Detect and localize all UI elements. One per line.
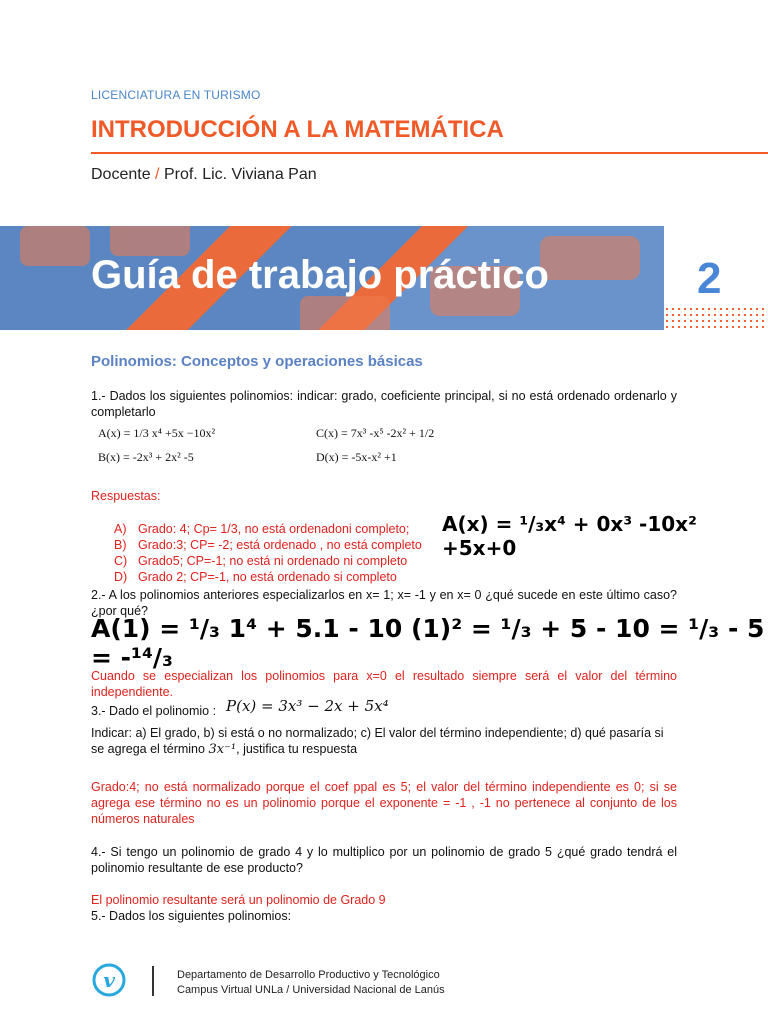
question-5: 5.- Dados los siguientes polinomios: [91, 909, 292, 923]
guide-number: 2 [697, 254, 722, 303]
unla-logo [91, 962, 127, 998]
polynomial-b: B(x) = -2x³ + 2x² -5 [98, 450, 194, 464]
question-3: Indicar: a) El grado, b) si está o no normalizado; c) El valor del término independiente; d) qué pasaría si se agrega el término 3x⁻¹, justifica tu respuesta [91, 726, 664, 757]
teacher-name: Prof. Lic. Viviana Pan [163, 166, 317, 183]
answer-3: Grado:4; no está normalizado porque el coef ppal es 5; el valor del término independiente es 0; si se agrega ese término no es un polinomio porque el exponente = -1 , -1 no pertenece al conjunto de los números naturales [91, 780, 677, 826]
question-2: 2.- A los polinomios anteriores especializarlos en x= 1; x= -1 y en x= 0 ¿qué sucede en este último caso? ¿por qué? [91, 588, 677, 618]
svg-text:v: v [103, 968, 115, 992]
question-4: 4.- Si tengo un polinomio de grado 4 y lo multiplico por un polinomio de grado 5 ¿qué grado tendrá el polinomio resultante de ese producto? [91, 845, 677, 875]
question-1: 1.- Dados los siguientes polinomios: indicar: grado, coeficiente principal, si no está ordenado ordenarlo y completarlo [91, 389, 677, 419]
answers-label: Respuestas: [91, 489, 161, 503]
polynomial-a: A(x) = 1/3 x⁴ +5x −10x² [98, 426, 216, 440]
answer-4: El polinomio resultante será un polinomio de Grado 9 [91, 893, 386, 907]
course-title: INTRODUCCIÓN A LA MATEMÁTICA [91, 116, 504, 143]
polynomial-d: D(x) = -5x-x² +1 [316, 450, 397, 464]
answers-list [114, 521, 422, 585]
teacher-label: Docente [91, 166, 151, 183]
dot-pattern [664, 306, 768, 330]
answer-item: A) Grado: 4; Cp= 1/3, no está ordenadoni completo; [114, 522, 410, 536]
term-3x-inverse: 3x⁻¹ [208, 742, 237, 757]
footer-divider [152, 966, 154, 996]
section-title: Polinomios: Conceptos y operaciones básicas [91, 353, 423, 370]
footer-department: Departamento de Desarrollo Productivo y Tecnológico [177, 969, 440, 981]
answer-item: D) Grado 2; CP=-1, no está ordenado si completo [114, 570, 397, 584]
guide-title: Guía de trabajo práctico [91, 253, 549, 297]
footer-text [177, 968, 445, 998]
teacher-separator: / [155, 166, 160, 183]
answer-2: Cuando se especializan los polinomios para x=0 el resultado siempre será el valor del término independiente. [91, 669, 677, 699]
footer-campus: Campus Virtual UNLa / Universidad Nacional de Lanús [177, 984, 445, 996]
handwritten-note-2: A(1) = ¹/₃ 1⁴ + 5.1 - 10 (1)² = ¹/₃ + 5 - 10 = ¹/₃ - 5 = -¹⁴/₃ [91, 614, 765, 672]
polynomial-c: C(x) = 7x³ -x⁵ -2x² + 1/2 [316, 426, 435, 440]
polynomial-p: P(x) = 3x³ − 2x + 5x⁴ [226, 697, 389, 715]
answer-item: B) Grado:3; CP= -2; está ordenado , no está completo [114, 538, 422, 552]
header-divider [91, 152, 768, 154]
program-label: LICENCIATURA EN TURISMO [91, 88, 261, 102]
question-3-intro: 3.- Dado el polinomio : [91, 704, 217, 718]
handwritten-note-1: A(x) = ¹/₃x⁴ + 0x³ -10x² +5x+0 [442, 512, 697, 560]
answer-item: C) Grado5; CP=-1; no está ni ordenado ni completo [114, 554, 408, 568]
teacher-line [91, 166, 317, 184]
